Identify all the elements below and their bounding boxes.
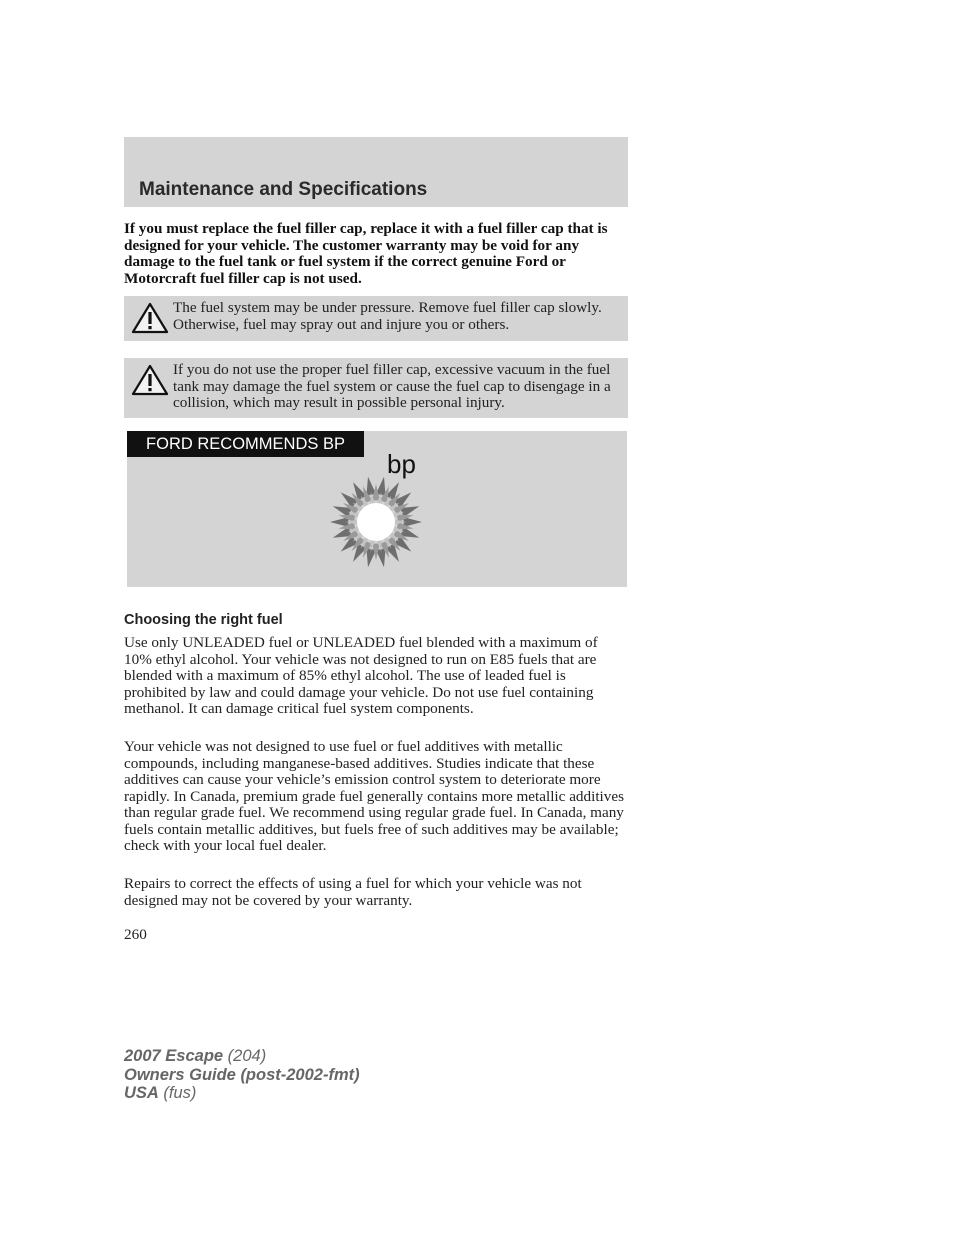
header-band [124,137,628,207]
warning-triangle-icon [130,362,170,398]
warning-box-pressure [124,296,628,341]
bp-recommendation-panel [127,431,627,587]
footer-market-code: (fus) [158,1084,197,1102]
bp-logo-text: bp [387,449,416,479]
page-title: Maintenance and Specifications [139,179,428,200]
body-paragraph: Your vehicle was not designed to use fuel or fuel additives with metallic compounds, including manganese-based additives. Studies indicate that these additives can cause your vehicle’s emission control system to deteriorate more rapidly. In Canada, premium grade fuel generally contains more metallic additives than regular grade fuel. We recommend using regular grade fuel. In Canada, many fuels contain metallic additives, but fuels free of such additives may be available; check with your local fuel dealer. [124,738,625,854]
page-number: 260 [124,926,147,943]
bp-banner: FORD RECOMMENDS BP [127,431,364,457]
fuel-cap-notice: If you must replace the fuel filler cap, replace it with a fuel filler cap that is designed for your vehicle. The customer warranty may be void for any damage to the fuel tank or fuel system if the correct genuine Ford or Motorcraft fuel filler cap is not used. [124,220,608,287]
document-footer [124,1047,360,1103]
footer-model: 2007 Escape [124,1047,224,1065]
body-paragraph: Repairs to correct the effects of using a fuel for which your vehicle was not designed may not be covered by your warranty. [124,875,582,909]
bp-helios-logo-icon [330,476,422,568]
warning-box-vacuum [124,358,628,418]
footer-model-code: (204) [223,1047,267,1065]
footer-market: USA [124,1084,159,1102]
warning-text: If you do not use the proper fuel filler cap, excessive vacuum in the fuel tank may damage the fuel system or cause the fuel cap to disengage in a collision, which may result in possible personal injury. [173,361,611,411]
section-heading: Choosing the right fuel [124,612,283,628]
footer-guide: Owners Guide (post-2002-fmt) [124,1065,360,1084]
warning-triangle-icon [130,300,170,336]
warning-text: The fuel system may be under pressure. Remove fuel filler cap slowly. Otherwise, fuel may spray out and injure you or others. [173,299,602,333]
body-paragraph: Use only UNLEADED fuel or UNLEADED fuel blended with a maximum of 10% ethyl alcohol. Your vehicle was not designed to run on E85 fuels that are blended with a maximum of 85% ethyl alcohol. The use of leaded fuel is prohibited by law and could damage your vehicle. Do not use fuel containing methanol. It can damage critical fuel system components. [124,634,598,717]
